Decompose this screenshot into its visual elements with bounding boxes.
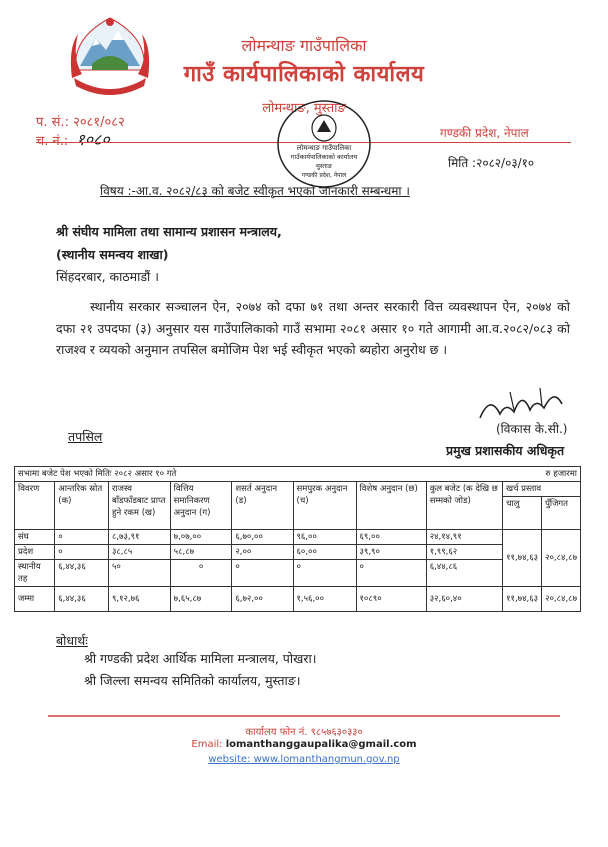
addressee-line-2: (स्थानीय समन्वय शाखा) — [56, 247, 169, 262]
total-punjigat: २०,८४,८७ — [542, 587, 581, 612]
tapasil-heading: तपसिल — [68, 429, 103, 444]
table-row — [15, 530, 581, 545]
total-shashart: ६,७२,०० — [232, 587, 293, 612]
province-line: गण्डकी प्रदेश, नेपाल — [440, 126, 529, 140]
cell-chalu-merged: ११,७४,६३ — [503, 530, 542, 587]
addressee-line-3: सिंहदरबार, काठमाडौं । — [56, 269, 159, 284]
cell-antarik: ० — [55, 545, 109, 560]
signatory-name: (विकास के.सी.) — [496, 422, 568, 436]
table-caption: सभामा बजेट पेश भएको मितिः २०८२ असार १० गते — [15, 467, 503, 482]
cell-kul: ६,४४,८६ — [426, 560, 502, 587]
gaupalika-name: लोमन्थाङ गाउँपालिका — [241, 36, 367, 55]
cell-vittiya: ७,०७,०० — [170, 530, 232, 545]
total-samapurak: १,५६,०० — [293, 587, 356, 612]
cell-shashart: ० — [232, 560, 293, 587]
header-vivaran: विवरण — [15, 482, 55, 530]
signatory-title: प्रमुख प्रशासकीय अधिकृत — [446, 443, 565, 458]
email-label: Email: — [191, 739, 223, 750]
email-address[interactable]: lomanthanggaupalika@gmail.com — [225, 739, 417, 750]
cell-rajashwa: ५० — [108, 560, 170, 587]
footer-email — [0, 739, 608, 750]
header-vishesh: विशेष अनुदान (छ) — [356, 482, 426, 530]
cell-vittiya: ५८,८७ — [170, 545, 232, 560]
office-place: लोमन्थाङ, मुस्ताङ — [262, 101, 346, 116]
total-rajashwa: ९,१२,७६ — [108, 587, 170, 612]
cell-rajashwa: ३८,८५ — [108, 545, 170, 560]
cell-samapurak: ० — [293, 560, 356, 587]
cell-kul: २४,१४,९१ — [426, 530, 502, 545]
header-chalu: चालु — [503, 497, 542, 530]
row-label: स्थानीय तह — [15, 560, 55, 587]
stamp-text-3: मुस्ताङ — [316, 162, 332, 170]
total-vittiya: ७,६५,८७ — [170, 587, 232, 612]
cell-samapurak: ९६,०० — [293, 530, 356, 545]
table-total-row — [15, 587, 581, 612]
cc-line-2: श्री जिल्ला समन्वय समितिको कार्यालय, मुस्ताङ। — [84, 673, 301, 688]
letter-subject: विषय :-आ.व. २०८२/८३ को बजेट स्वीकृत भएको जानकारी सम्बन्धमा । — [100, 184, 410, 198]
handwritten-signature — [470, 384, 580, 424]
cell-punjigat-merged: २०,८४,८७ — [542, 530, 581, 587]
cell-shashart: २,०० — [232, 545, 293, 560]
letter-date: मिति :२०८२/०३/१० — [448, 156, 535, 170]
header-antarik: आन्तरिक स्रोत (क) — [55, 482, 109, 530]
cell-vishesh: ६९,०० — [356, 530, 426, 545]
footer-divider — [48, 715, 560, 717]
cell-vishesh: ३९,९० — [356, 545, 426, 560]
footer-website-link[interactable]: website: www.lomanthangmun.gov.np — [208, 754, 400, 765]
total-kul: ३२,६०,४० — [426, 587, 502, 612]
table-row — [15, 545, 581, 560]
budget-table — [14, 466, 581, 612]
official-stamp — [275, 98, 373, 190]
cell-antarik: ० — [55, 530, 109, 545]
chalani-number — [36, 128, 110, 150]
header-punjigat: पुँजिगत — [542, 497, 581, 530]
footer-phone: कार्यालय फोन नं. ९८५७६३०३३० — [245, 727, 363, 738]
patra-sankhya: प. सं.: २०८१/०८२ — [36, 115, 125, 130]
stamp-text-4: गण्डकी प्रदेश, नेपाल — [301, 172, 347, 179]
header-kul: कुल बजेट (क देखि छ सम्मको जोड) — [426, 482, 502, 530]
cell-vittiya: ० — [170, 560, 232, 587]
cell-samapurak: ६०,०० — [293, 545, 356, 560]
total-chalu: ११,७४,६३ — [503, 587, 542, 612]
table-unit: रु हजारमा — [503, 467, 581, 482]
total-label: जम्मा — [15, 587, 55, 612]
table-row — [15, 560, 581, 587]
header-shashart: शसर्त अनुदान (ड) — [232, 482, 293, 530]
office-name: गाउँ कार्यपालिकाको कार्यालय — [183, 62, 425, 87]
stamp-text-1: लोमन्थाङ गाउँपालिका — [296, 144, 352, 152]
cell-rajashwa: ८,७३,९१ — [108, 530, 170, 545]
header-kharcha: खर्च प्रस्ताव — [503, 482, 581, 497]
header-vittiya: वित्तिय समानिकरण अनुदान (ग) — [170, 482, 232, 530]
total-vishesh: १०८९० — [356, 587, 426, 612]
cell-shashart: ६,७०,०० — [232, 530, 293, 545]
letter-body: स्थानीय सरकार सञ्चालन ऐन, २०७४ को दफा ७१ तथा अन्तर सरकारी वित्त व्यवस्थापन ऐन, २०७४ को दफा २१ उपदफा (३) अनुसार यस गाउँपालिकाको गाउँ सभामा २०८१ असार १० गते आगामी आ.व.२०८२/०८३ को राजश्व र व्ययको अनुमान तपसिल बमोजिम पेश भई स्वीकृत भएको ब्यहोरा अनुरोध छ । — [56, 299, 570, 357]
cc-line-1: श्री गण्डकी प्रदेश आर्थिक मामिला मन्त्रालय, पोखरा। — [84, 651, 317, 666]
cell-vishesh: ० — [356, 560, 426, 587]
chalani-label: च. नं.: — [36, 134, 69, 149]
header-rajashwa: राजस्व बाँडफाँडबाट प्राप्त हुने रकम (ख) — [108, 482, 170, 530]
total-antarik: ६,४४,३६ — [55, 587, 109, 612]
header-samapurak: समपुरक अनुदान (च) — [293, 482, 356, 530]
cell-antarik: ६,४४,३६ — [55, 560, 109, 587]
row-label: प्रदेश — [15, 545, 55, 560]
stamp-text-2: गाउँकार्यपालिकाको कार्यालय — [290, 153, 358, 161]
cell-kul: १,९९,६२ — [426, 545, 502, 560]
addressee-line-1: श्री संघीय मामिला तथा सामान्य प्रशासन मन्त्रालय, — [56, 224, 282, 239]
chalani-value: १०८० — [76, 130, 110, 149]
row-label: संघ — [15, 530, 55, 545]
bodhartha-label: बोधार्थः — [56, 633, 88, 648]
